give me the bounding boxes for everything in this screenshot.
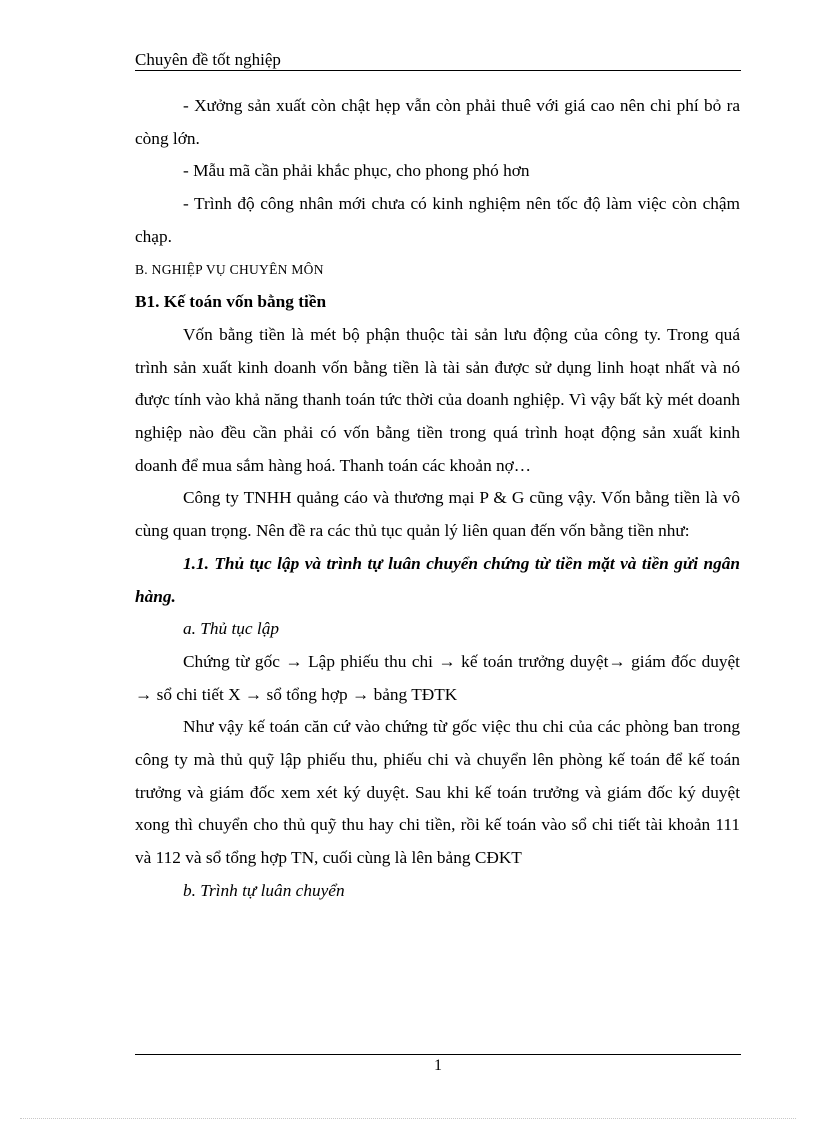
- subheading-a: a. Thủ tục lập: [183, 619, 280, 639]
- paragraph-workshop: - Xưởng sản xuất còn chật hẹp vẫn còn phải thuê với giá cao nên chi phí bỏ ra còng lớn.: [135, 96, 740, 148]
- paragraph-procedure: Như vậy kế toán căn cứ vào chứng từ gốc việc thu chi của các phòng ban trong công ty mà thủ quỹ lập phiếu thu, phiếu chi và chuyển lên phòng kế toán để kế toán trưởng và giám đốc xem xét ký duyệt. Sau khi kế toán trưởng và giám đốc ký duyệt xong thì chuyển cho thủ quỹ thu hay chi tiền, rồi kế toán vào sổ chi tiết tài khoản 111 và 112 và sổ tổng hợp TN, cuối cùng là lên bảng CĐKT: [135, 717, 740, 868]
- paragraph-cash-capital: Vốn bằng tiền là mét bộ phận thuộc tài sản lưu động của công ty. Trong quá trình sản xuất kinh doanh vốn bằng tiền là tài sản được sử dụng linh hoạt nhất và nó được tính vào khả năng thanh toán tức thời của doanh nghiệp. Vì vậy bất kỳ mét doanh nghiệp nào đều cần phải có vốn bằng tiền trong quá trình hoạt động sản xuất kinh doanh để mua sắm hàng hoá. Thanh toán các khoản nợ…: [135, 324, 740, 475]
- paragraph-company: Công ty TNHH quảng cáo và thương mại P & G cũng vậy. Vốn bằng tiền là vô cùng quan trọng. Nên đề ra các thủ tục quản lý liên quan đến vốn bằng tiền như:: [135, 488, 740, 541]
- paragraph-designs: - Mẫu mã cần phải khắc phục, cho phong phó hơn: [183, 161, 530, 181]
- paragraph-flow: Chứng từ gốc → Lập phiếu thu chi → kế toán trưởng duyệt→ giám đốc duyệt → sổ chi tiết X → sổ tổng hợp → bảng TĐTK: [135, 651, 740, 704]
- header-title: Chuyên đề tốt nghiệp: [135, 50, 281, 69]
- paragraph-workers: - Trình độ công nhân mới chưa có kinh nghiệm nên tốc độ làm việc còn chậm chạp.: [135, 194, 740, 246]
- heading-1-1: 1.1. Thủ tục lập và trình tự luân chuyển chứng từ tiền mặt và tiền gửi ngân hàng.: [135, 553, 740, 606]
- footer-divider: [135, 1054, 741, 1055]
- heading-b1: B1. Kế toán vốn bằng tiền: [135, 292, 327, 312]
- document-body: [135, 90, 740, 908]
- subheading-b: b. Trình tự luân chuyển: [183, 880, 345, 900]
- section-heading-b: B. NGHIỆP VỤ CHUYÊN MÔN: [135, 261, 324, 277]
- page-number: 1: [434, 1057, 442, 1074]
- page-header: [135, 50, 741, 71]
- page-edge-divider: [20, 1118, 796, 1119]
